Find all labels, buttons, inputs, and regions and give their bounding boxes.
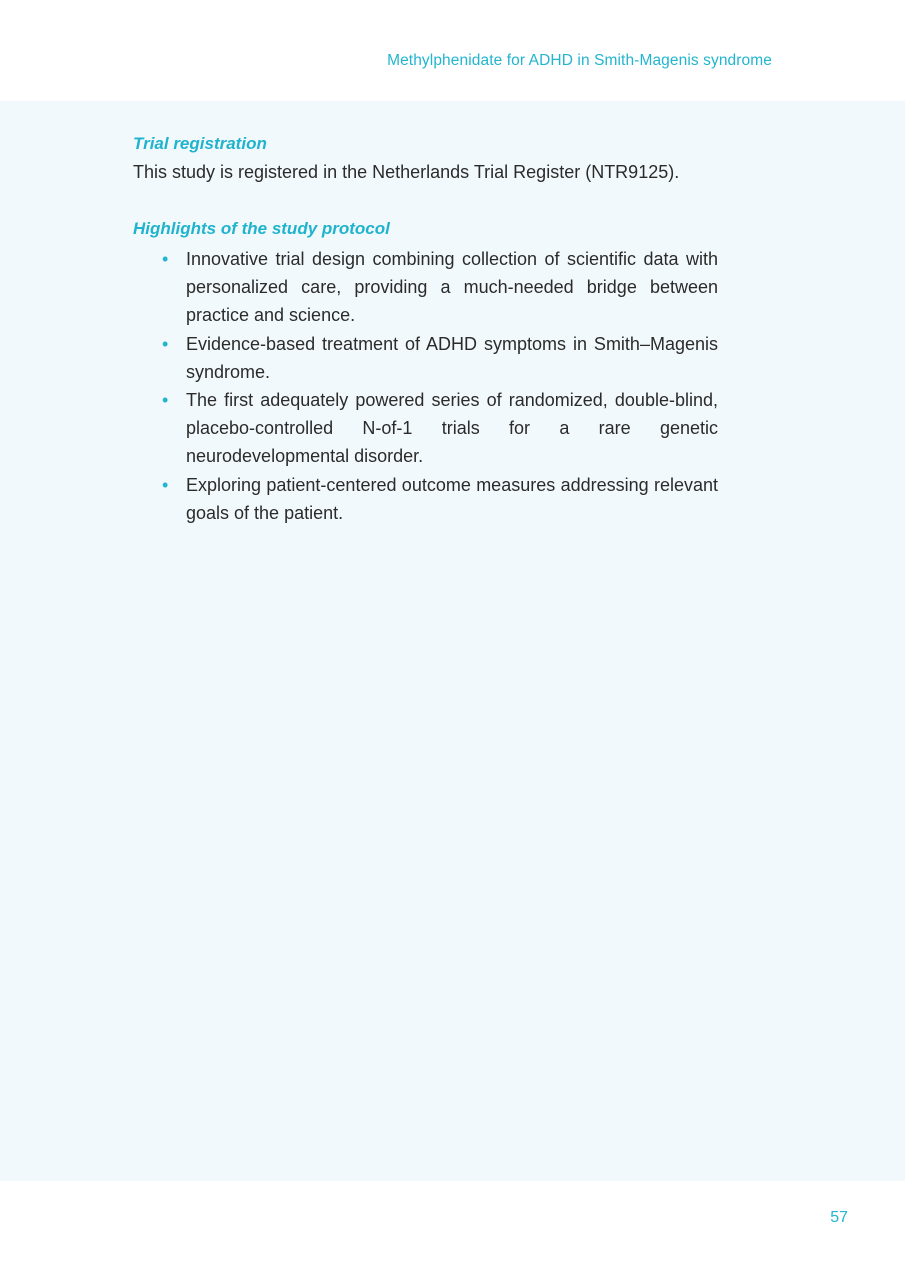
bullet-icon: •: [162, 474, 169, 495]
highlight-text: Exploring patient-centered outcome measures addressing relevant goals of the patient.: [186, 474, 718, 523]
highlight-text: Evidence-based treatment of ADHD symptoms in Smith–Magenis syndrome.: [186, 333, 718, 382]
highlight-item: [160, 386, 718, 471]
bullet-icon: •: [162, 249, 169, 269]
highlight-item: [160, 330, 718, 386]
page-number: 57: [830, 1209, 848, 1226]
trial-registration-heading: Trial registration: [133, 134, 267, 153]
running-header-title: Methylphenidate for ADHD in Smith-Magenis syndrome: [387, 52, 772, 69]
bullet-icon: •: [162, 333, 169, 354]
highlight-item: [160, 471, 718, 527]
highlights-list: [160, 245, 718, 527]
trial-registration-text: This study is registered in the Netherlands Trial Register (NTR9125).: [133, 162, 680, 182]
highlight-text: The first adequately powered series of randomized, double-blind, placebo-controlled N-of-1 trials for a rare genetic neurodevelopmental disorder.: [186, 390, 718, 467]
highlights-heading: Highlights of the study protocol: [133, 219, 390, 238]
highlight-text: Innovative trial design combining collection of scientific data with personalized care, providing a much-needed bridge between practice and science.: [186, 249, 718, 326]
highlight-item: [160, 245, 718, 330]
bullet-icon: •: [162, 390, 169, 411]
